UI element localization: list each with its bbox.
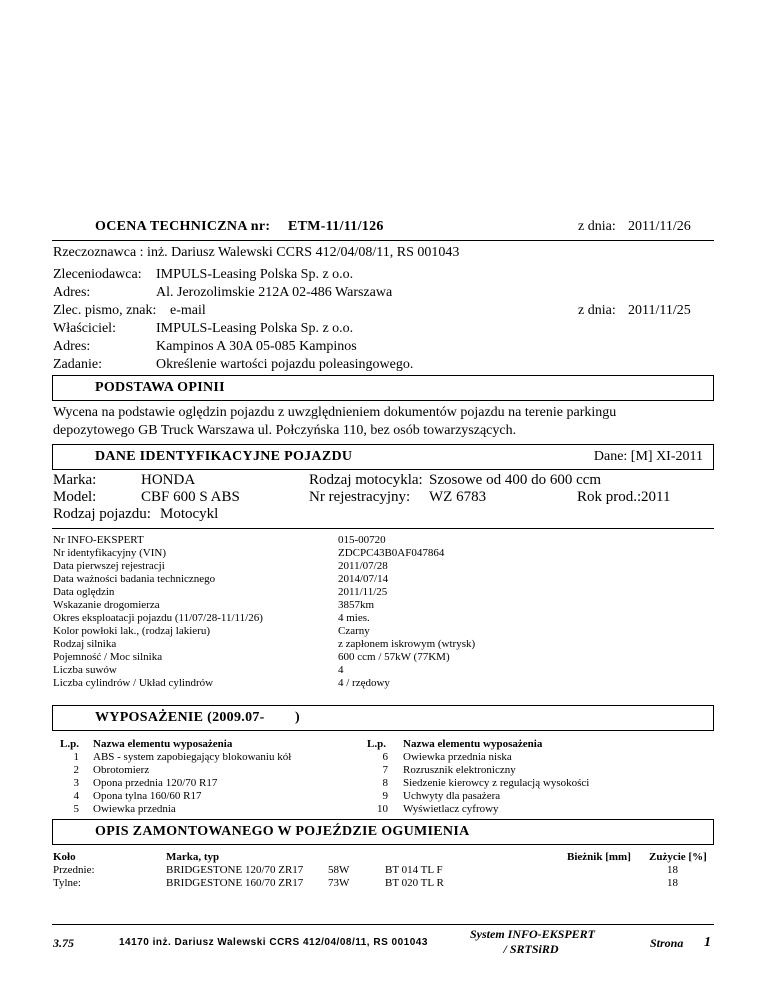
rzeczoznawca: Rzeczoznawca : inż. Dariusz Walewski CCRS 412/04/08/11, RS 001043 [53,245,460,260]
detail-value: 4 mies. [338,612,370,624]
rodzaj-motocykla: Szosowe od 400 do 600 ccm [429,472,602,488]
lp: 8 [382,777,388,789]
equipment-item: Opona przednia 120/70 R17 [93,777,218,789]
tire-brand: BRIDGESTONE 120/70 ZR17 [166,864,304,876]
lp: 1 [73,751,79,763]
col-lp: L.p. [367,738,386,750]
lp: 5 [73,803,79,815]
section-title-end: ) [295,710,300,725]
detail-label: Wskazanie drogomierza [53,599,160,611]
detail-value: 2011/07/28 [338,560,388,572]
detail-value: z zapłonem iskrowym (wtrysk) [338,638,476,650]
detail-label: Nr identyfikacyjny (VIN) [53,547,167,559]
detail-value: 600 ccm / 57kW (77KM) [338,651,450,663]
zlecenie-label: Zlec. pismo, znak: [53,303,157,318]
tire-wear: 18 [667,864,678,876]
lp: 2 [73,764,79,776]
detail-value: ZDCPC43B0AF047864 [338,547,445,559]
tire-type: BT 020 TL R [385,877,444,889]
detail-value: 4 [338,664,344,676]
divider [52,528,714,529]
tire-wear: 18 [667,877,678,889]
detail-label: Okres eksploatacji pojazdu (11/07/28-11/11/26) [53,612,263,624]
wlasciciel: IMPULS-Leasing Polska Sp. z o.o. [156,321,354,336]
report-title: OCENA TECHNICZNA nr: [95,219,271,234]
tire-index: 73W [328,877,350,889]
col-kolo: Koło [53,851,76,863]
tire-index: 58W [328,864,350,876]
report-number: ETM-11/11/126 [288,219,384,234]
tire-position: Przednie: [53,864,95,876]
rodzaj-pojazdu-label: Rodzaj pojazdu: [53,506,151,522]
equipment-item: ABS - system zapobiegający blokowaniu kół [93,751,292,763]
zadanie: Określenie wartości pojazdu poleasingowego. [156,357,414,372]
detail-label: Pojemność / Moc silnika [53,651,163,663]
tire-brand: BRIDGESTONE 160/70 ZR17 [166,877,304,889]
rok-prod: 2011 [641,489,671,505]
detail-label: Nr INFO-EKSPERT [53,534,144,546]
dane-version: Dane: [M] XI-2011 [593,449,703,464]
section-title: OPIS ZAMONTOWANEGO W POJEŹDZIE OGUMIENIA [95,824,470,839]
detail-value: 3857km [338,599,375,611]
zleceniodawca: IMPULS-Leasing Polska Sp. z o.o. [156,267,354,282]
lp: 10 [377,803,388,815]
footer-page-number: 1 [704,935,711,950]
footer-divider [52,924,714,925]
report-date-label: z dnia: [578,219,616,234]
equipment-item: Opona tylna 160/60 R17 [93,790,202,802]
col-zuzycie: Zużycie [%] [649,851,707,863]
detail-label: Liczba suwów [53,664,117,676]
detail-value: 015-00720 [338,534,386,546]
footer-author: 14170 inż. Dariusz Walewski CCRS 412/04/08/11, RS 001043 [119,937,428,948]
footer-system-line2: / SRTSiRD [503,942,559,956]
detail-value: 4 / rzędowy [338,677,390,689]
footer-strona-label: Strona [650,936,684,950]
detail-label: Data ważności badania technicznego [53,573,216,585]
equipment-item: Obrotomierz [93,764,150,776]
rok-prod-label: Rok prod.: [577,489,642,505]
col-bieznik: Bieżnik [mm] [567,851,631,863]
rodzaj-pojazdu: Motocykl [160,506,219,522]
col-marka: Marka, typ [166,851,220,863]
detail-label: Data oględzin [53,586,115,598]
divider [52,240,714,241]
detail-value: Czarny [338,625,370,637]
model-label: Model: [53,489,97,505]
detail-label: Liczba cylindrów / Układ cylindrów [53,677,214,689]
equipment-item: Rozrusznik elektroniczny [403,764,516,776]
detail-label: Rodzaj silnika [53,638,117,650]
section-identyfikacja-box [52,444,714,470]
equipment-item: Owiewka przednia [93,803,176,815]
col-name: Nazwa elementu wyposażenia [403,738,543,750]
footer-version: 3.75 [53,936,74,950]
podstawa-text-line: Wycena na podstawie oględzin pojazdu z uwzględnieniem dokumentów pojazdu na terenie parkingu [53,405,617,420]
zleceniodawca-label: Zleceniodawca: [53,267,142,282]
detail-value: 2011/11/25 [338,586,388,598]
equipment-item: Uchwyty dla pasażera [403,790,501,802]
model: CBF 600 S ABS [141,489,240,505]
col-name: Nazwa elementu wyposażenia [93,738,233,750]
equipment-item: Wyświetlacz cyfrowy [403,803,499,815]
zlecenie-value: e-mail [170,303,206,318]
adres-wlasciciela: Kampinos A 30A 05-085 Kampinos [156,339,357,354]
adres-label: Adres: [53,285,91,300]
lp: 9 [382,790,388,802]
section-title: PODSTAWA OPINII [95,380,225,395]
wlasciciel-label: Właściciel: [53,321,116,336]
adres-zleceniodawcy: Al. Jerozolimskie 212A 02-486 Warszawa [156,285,393,300]
detail-label: Data pierwszej rejestracji [53,560,165,572]
marka-label: Marka: [53,472,97,488]
section-ogumienie-box [52,819,714,845]
zadanie-label: Zadanie: [53,357,102,372]
footer-system-line1: System INFO-EKSPERT [470,927,596,941]
col-lp: L.p. [60,738,79,750]
lp: 3 [73,777,79,789]
equipment-item: Siedzenie kierowcy z regulacją wysokości [403,777,590,789]
lp: 7 [382,764,388,776]
nr-rejestracyjny: WZ 6783 [429,489,487,505]
section-podstawa-box [52,375,714,401]
section-wyposazenie-box [52,705,714,731]
nr-rejestracyjny-label: Nr rejestracyjny: [309,489,411,505]
marka: HONDA [141,472,196,488]
detail-label: Kolor powłoki lak., (rodzaj lakieru) [53,625,211,637]
detail-value: 2014/07/14 [338,573,389,585]
report-date: 2011/11/26 [628,219,691,234]
lp: 4 [73,790,79,802]
adres-label: Adres: [53,339,91,354]
podstawa-text-line: depozytowego GB Truck Warszawa ul. Połczyńska 110, bez osób towarzyszących. [53,423,517,438]
section-title: WYPOSAŻENIE (2009.07- [95,710,265,725]
lp: 6 [382,751,388,763]
zlecenie-date: 2011/11/25 [628,303,691,318]
equipment-item: Owiewka przednia niska [403,751,512,763]
rodzaj-motocykla-label: Rodzaj motocykla: [309,472,423,488]
tire-type: BT 014 TL F [385,864,443,876]
zlecenie-date-label: z dnia: [578,303,616,318]
tire-position: Tylne: [53,877,81,889]
section-title: DANE IDENTYFIKACYJNE POJAZDU [95,449,353,464]
